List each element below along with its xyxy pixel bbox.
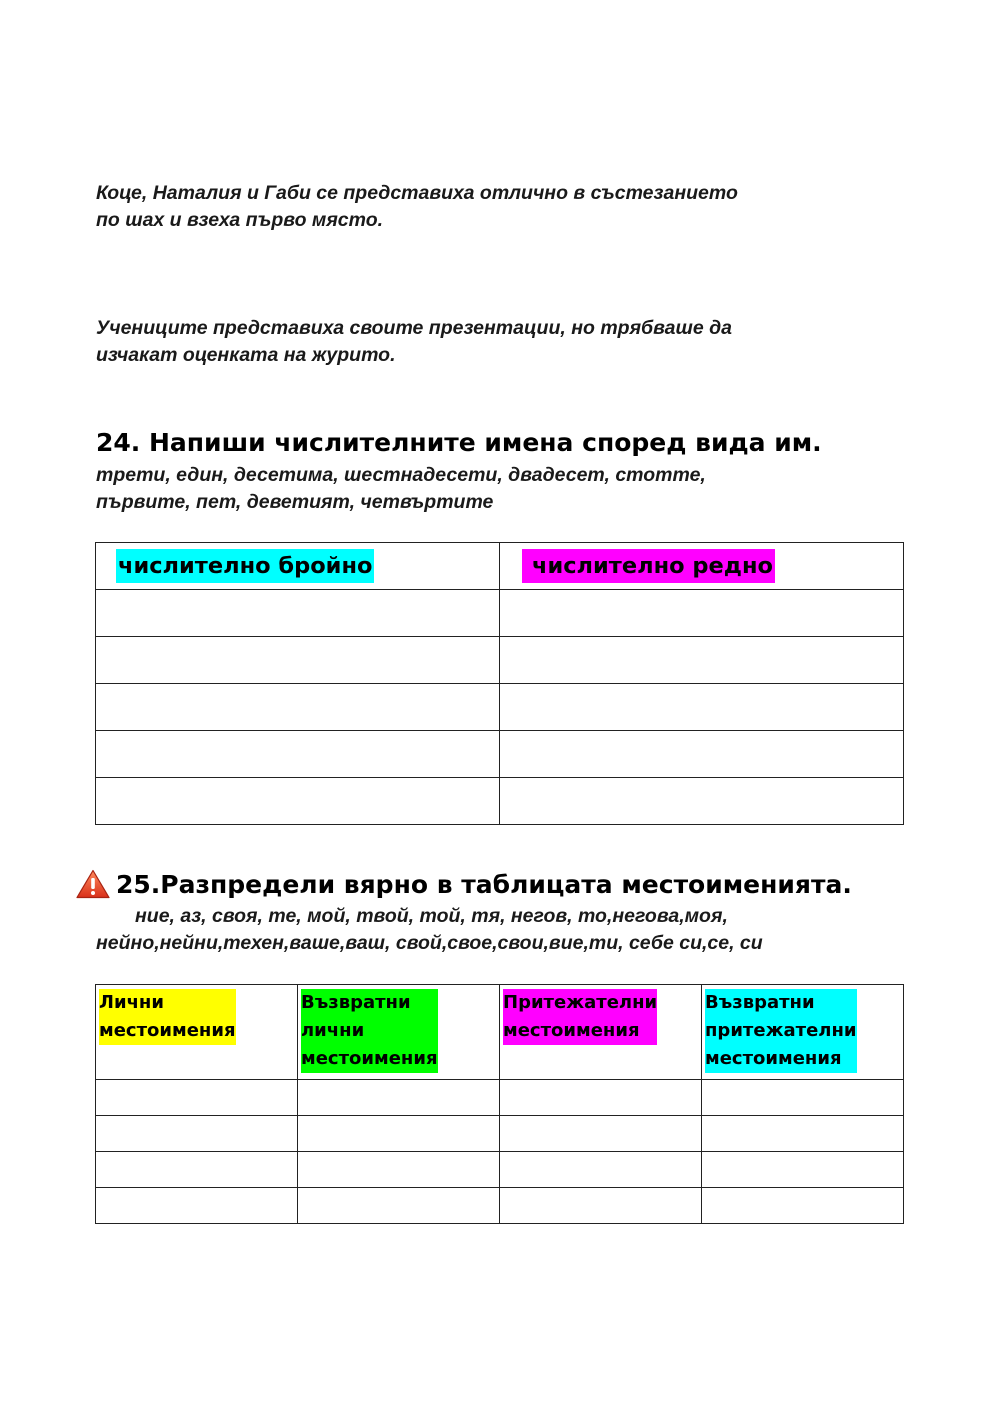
numerals-table [95, 542, 904, 825]
answer-cell[interactable] [298, 1188, 500, 1224]
header-line: Притежателни [503, 992, 658, 1013]
answer-cell[interactable] [298, 1080, 500, 1116]
numerals-header-cell [96, 543, 500, 590]
exercise-25-word-list-line-2: нейно,нейни,техен,ваше,ваш, свой,свое,свои,вие,ти, себе си,се, си [96, 932, 763, 954]
answer-cell[interactable] [500, 1152, 702, 1188]
pronoun-header-cell [96, 985, 298, 1080]
header-line: местоимения [99, 1020, 236, 1041]
header-line: Лични [99, 992, 164, 1013]
answer-cell[interactable] [500, 778, 904, 825]
table-row [96, 1152, 904, 1188]
table-row [96, 684, 904, 731]
ordinal-numeral-header: числително редно [522, 549, 775, 583]
sentence-paragraph-2 [96, 315, 916, 369]
cardinal-numeral-header: числително бройно [116, 549, 374, 583]
reflexive-possessive-pronouns-header [705, 989, 857, 1073]
table-row [96, 1116, 904, 1152]
answer-cell[interactable] [96, 1080, 298, 1116]
answer-cell[interactable] [96, 778, 500, 825]
exercise-25-heading: 25.Разпредели вярно в таблицата местоименията. [116, 870, 852, 899]
answer-cell[interactable] [702, 1152, 904, 1188]
pronoun-header-cell [298, 985, 500, 1080]
header-line: местоимения [503, 1020, 640, 1041]
table-row [96, 1080, 904, 1116]
header-line: лични [301, 1020, 365, 1041]
answer-cell[interactable] [500, 684, 904, 731]
answer-cell[interactable] [500, 637, 904, 684]
paragraph-line: изчакат оценката на журито. [96, 344, 396, 366]
paragraph-line: Учениците представиха своите презентации, но трябваше да [96, 317, 732, 339]
header-line: местоимения [705, 1048, 842, 1069]
table-row [96, 637, 904, 684]
answer-cell[interactable] [298, 1152, 500, 1188]
header-line: притежателни [705, 1020, 857, 1041]
answer-cell[interactable] [702, 1188, 904, 1224]
paragraph-line: по шах и взеха първо място. [96, 209, 384, 231]
answer-cell[interactable] [500, 590, 904, 637]
header-line: Възвратни [301, 992, 411, 1013]
answer-cell[interactable] [500, 1080, 702, 1116]
warning-icon [76, 869, 110, 899]
numerals-header-cell [500, 543, 904, 590]
answer-cell[interactable] [500, 1188, 702, 1224]
answer-cell[interactable] [96, 637, 500, 684]
personal-pronouns-header [99, 989, 236, 1045]
answer-cell[interactable] [702, 1080, 904, 1116]
pronouns-table [95, 984, 904, 1224]
answer-cell[interactable] [96, 1116, 298, 1152]
answer-cell[interactable] [500, 1116, 702, 1152]
pronoun-header-cell [500, 985, 702, 1080]
answer-cell[interactable] [96, 1152, 298, 1188]
reflexive-personal-pronouns-header [301, 989, 438, 1073]
answer-cell[interactable] [500, 731, 904, 778]
sentence-paragraph-1 [96, 180, 916, 234]
table-row [96, 1188, 904, 1224]
possessive-pronouns-header [503, 989, 657, 1045]
header-line: местоимения [301, 1048, 438, 1069]
answer-cell[interactable] [96, 684, 500, 731]
exercise-24-heading: 24. Напиши числителните имена според вида им. [96, 428, 822, 457]
table-row [96, 778, 904, 825]
table-row [96, 731, 904, 778]
pronoun-header-cell [702, 985, 904, 1080]
answer-cell[interactable] [96, 731, 500, 778]
header-line: Възвратни [705, 992, 815, 1013]
answer-cell[interactable] [96, 590, 500, 637]
exercise-24-word-list-line-1: трети, един, десетима, шестнадесети, двадесет, стотте, [96, 464, 706, 486]
answer-cell[interactable] [702, 1116, 904, 1152]
exercise-25-word-list-line-1: ние, аз, своя, те, мой, твой, той, тя, негов, то,негова,моя, [135, 905, 728, 927]
answer-cell[interactable] [96, 1188, 298, 1224]
answer-cell[interactable] [298, 1116, 500, 1152]
paragraph-line: Коце, Наталия и Габи се представиха отлично в състезанието [96, 182, 738, 204]
table-row [96, 590, 904, 637]
exercise-24-word-list-line-2: първите, пет, деветият, четвъртите [96, 491, 494, 513]
